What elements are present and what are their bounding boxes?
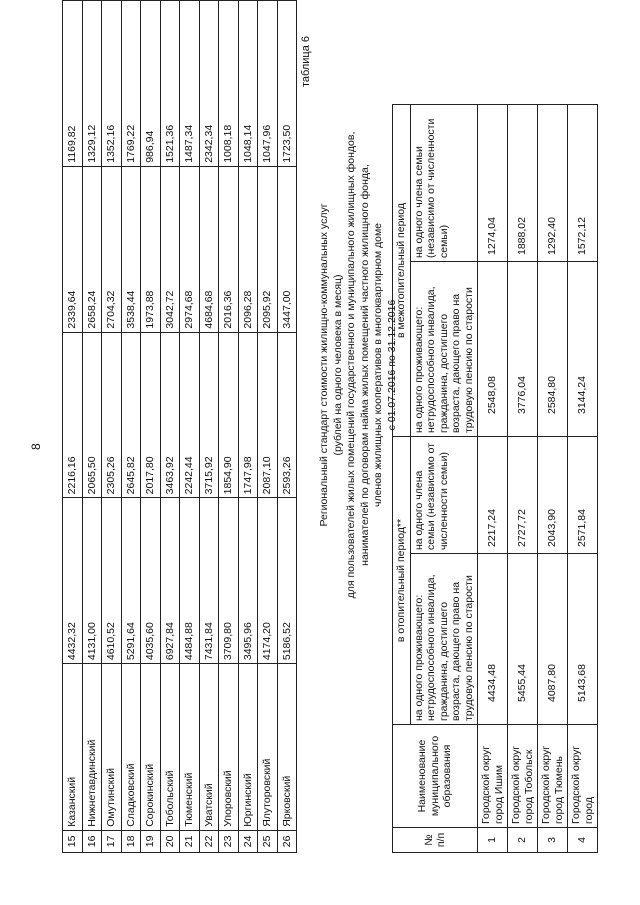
value-cell: 2043,90 bbox=[538, 437, 568, 554]
title-line: нанимателей по договорам найма жилых помещений частного жилищного фонда, bbox=[358, 164, 371, 566]
value-cell: 986,94 bbox=[141, 1, 161, 167]
title-line: (рублей на одного человека в месяц) bbox=[331, 274, 344, 456]
value-cell: 3495,96 bbox=[238, 498, 258, 664]
row-number: 15 bbox=[63, 830, 83, 852]
row-number: 2 bbox=[508, 828, 538, 853]
table-6 bbox=[392, 104, 598, 853]
value-cell: 2305,26 bbox=[102, 332, 122, 498]
value-cell: 5143,68 bbox=[568, 554, 598, 725]
value-cell: 7431,84 bbox=[199, 498, 219, 664]
district-name: Уватский bbox=[199, 664, 219, 831]
value-cell: 1274,04 bbox=[478, 105, 508, 262]
district-name: Ялуторовский bbox=[258, 664, 278, 831]
row-number: 18 bbox=[121, 830, 141, 852]
value-cell: 3715,92 bbox=[199, 332, 219, 498]
title-line: Региональный стандарт стоимости жилищно-коммунальных услуг bbox=[318, 203, 330, 527]
table-row bbox=[63, 1, 83, 853]
row-number: 16 bbox=[82, 830, 102, 852]
value-cell: 2087,10 bbox=[258, 332, 278, 498]
value-cell: 1487,34 bbox=[180, 1, 200, 167]
row-number: 4 bbox=[568, 828, 598, 853]
row-number: 1 bbox=[478, 828, 508, 853]
row-number: 3 bbox=[538, 828, 568, 853]
value-cell: 1723,50 bbox=[277, 1, 297, 167]
row-number: 25 bbox=[258, 830, 278, 852]
district-name: Городской округ город Тюмень bbox=[538, 725, 568, 828]
value-cell: 5186,52 bbox=[277, 498, 297, 664]
header-row bbox=[393, 105, 411, 853]
district-name: Городской округ город Тобольск bbox=[508, 725, 538, 828]
value-cell: 2645,82 bbox=[121, 332, 141, 498]
district-name: Омутинский bbox=[102, 664, 122, 831]
value-cell: 2658,24 bbox=[82, 166, 102, 332]
subheader-member: на одного члена семьи (независимо от численности семьи) bbox=[410, 437, 478, 554]
district-name: Тобольский bbox=[160, 664, 180, 831]
subheader-single: на одного проживающего: нетрудоспособного инвалида, гражданина, достигшего возраста, дающего право на трудовую пенсию по старости bbox=[410, 554, 478, 725]
value-cell: 2016,36 bbox=[219, 166, 239, 332]
table-row bbox=[238, 1, 258, 853]
page-number: 8 bbox=[29, 443, 43, 450]
value-cell: 1973,88 bbox=[141, 166, 161, 332]
table-row bbox=[82, 1, 102, 853]
value-cell: 4484,88 bbox=[180, 498, 200, 664]
district-name: Сорокинский bbox=[141, 664, 161, 831]
value-cell: 1747,98 bbox=[238, 332, 258, 498]
district-name: Тюменский bbox=[180, 664, 200, 831]
value-cell: 3447,00 bbox=[277, 166, 297, 332]
value-cell: 4174,20 bbox=[258, 498, 278, 664]
title-line: членов жилищных кооперативов в многоквартирном доме bbox=[372, 222, 384, 508]
district-name: Сладковский bbox=[121, 664, 141, 831]
table-label: таблица 6 bbox=[300, 36, 312, 87]
row-number: 17 bbox=[102, 830, 122, 852]
row-number: 26 bbox=[277, 830, 297, 852]
value-cell: 2017,80 bbox=[141, 332, 161, 498]
value-cell: 4087,80 bbox=[538, 554, 568, 725]
table-row bbox=[199, 1, 219, 853]
district-name: Юргинский bbox=[238, 664, 258, 831]
table-continued bbox=[62, 0, 297, 853]
value-cell: 4684,68 bbox=[199, 166, 219, 332]
row-number: 24 bbox=[238, 830, 258, 852]
value-cell: 1521,36 bbox=[160, 1, 180, 167]
value-cell: 4035,60 bbox=[141, 498, 161, 664]
value-cell: 6927,84 bbox=[160, 498, 180, 664]
row-number: 20 bbox=[160, 830, 180, 852]
table-row bbox=[258, 1, 278, 853]
value-cell: 1329,12 bbox=[82, 1, 102, 167]
value-cell: 1888,02 bbox=[508, 105, 538, 262]
value-cell: 3463,92 bbox=[160, 332, 180, 498]
district-name: Городской округ город Ишим bbox=[478, 725, 508, 828]
value-cell: 4131,00 bbox=[82, 498, 102, 664]
value-cell: 2548,08 bbox=[478, 262, 508, 437]
district-name: Казанский bbox=[63, 664, 83, 831]
table-row bbox=[478, 105, 508, 853]
table-row bbox=[102, 1, 122, 853]
value-cell: 1292,40 bbox=[538, 105, 568, 262]
title-line: с 01.07.2016 по 31.12.2016 bbox=[385, 299, 398, 431]
value-cell: 2242,44 bbox=[180, 332, 200, 498]
row-number: 22 bbox=[199, 830, 219, 852]
subheader-single: на одного проживающего: нетрудоспособного инвалида, гражданина, достигшего возраста, дающего право на трудовую пенсию по старости bbox=[410, 262, 478, 437]
value-cell: 1169,82 bbox=[63, 1, 83, 167]
row-number: 19 bbox=[141, 830, 161, 852]
value-cell: 2342,34 bbox=[199, 1, 219, 167]
value-cell: 4434,48 bbox=[478, 554, 508, 725]
value-cell: 3776,04 bbox=[508, 262, 538, 437]
table-row bbox=[141, 1, 161, 853]
value-cell: 4432,32 bbox=[63, 498, 83, 664]
value-cell: 3144,24 bbox=[568, 262, 598, 437]
value-cell: 3709,80 bbox=[219, 498, 239, 664]
header-name: Наименование муниципального образования bbox=[393, 725, 478, 828]
value-cell: 2704,32 bbox=[102, 166, 122, 332]
value-cell: 1854,90 bbox=[219, 332, 239, 498]
value-cell: 3042,72 bbox=[160, 166, 180, 332]
value-cell: 5455,44 bbox=[508, 554, 538, 725]
value-cell: 2095,92 bbox=[258, 166, 278, 332]
table-row bbox=[219, 1, 239, 853]
value-cell: 2096,28 bbox=[238, 166, 258, 332]
table-title bbox=[318, 0, 399, 765]
value-cell: 2727,72 bbox=[508, 437, 538, 554]
district-name: Упоровский bbox=[219, 664, 239, 831]
value-cell: 1048,14 bbox=[238, 1, 258, 167]
row-number: 23 bbox=[219, 830, 239, 852]
district-name: Ярковский bbox=[277, 664, 297, 831]
value-cell: 2217,24 bbox=[478, 437, 508, 554]
table-row bbox=[538, 105, 568, 853]
value-cell: 2216,16 bbox=[63, 332, 83, 498]
subheader-member: на одного члена семьи (независимо от численности семьи) bbox=[410, 105, 478, 262]
value-cell: 2974,68 bbox=[180, 166, 200, 332]
header-non-heating: в межотопительный период bbox=[393, 105, 411, 437]
value-cell: 5291,64 bbox=[121, 498, 141, 664]
district-name: Нижнетавдинский bbox=[82, 664, 102, 831]
value-cell: 1047,96 bbox=[258, 1, 278, 167]
value-cell: 1572,12 bbox=[568, 105, 598, 262]
value-cell: 2593,26 bbox=[277, 332, 297, 498]
table-row bbox=[277, 1, 297, 853]
value-cell: 2571,84 bbox=[568, 437, 598, 554]
value-cell: 2584,80 bbox=[538, 262, 568, 437]
value-cell: 1352,16 bbox=[102, 1, 122, 167]
table-row bbox=[180, 1, 200, 853]
row-number: 21 bbox=[180, 830, 200, 852]
header-heating: в отопительный период** bbox=[393, 437, 411, 725]
value-cell: 3538,44 bbox=[121, 166, 141, 332]
value-cell: 1008,18 bbox=[219, 1, 239, 167]
header-num: № п/п bbox=[393, 828, 478, 853]
value-cell: 4610,52 bbox=[102, 498, 122, 664]
title-line: для пользователей жилых помещений государственного и муниципального жилищных фондов, bbox=[345, 131, 357, 599]
value-cell: 2065,50 bbox=[82, 332, 102, 498]
table-row bbox=[508, 105, 538, 853]
table-row bbox=[160, 1, 180, 853]
table-row bbox=[568, 105, 598, 853]
value-cell: 1769,22 bbox=[121, 1, 141, 167]
district-name: Городской округ город bbox=[568, 725, 598, 828]
value-cell: 2339,64 bbox=[63, 166, 83, 332]
table-row bbox=[121, 1, 141, 853]
